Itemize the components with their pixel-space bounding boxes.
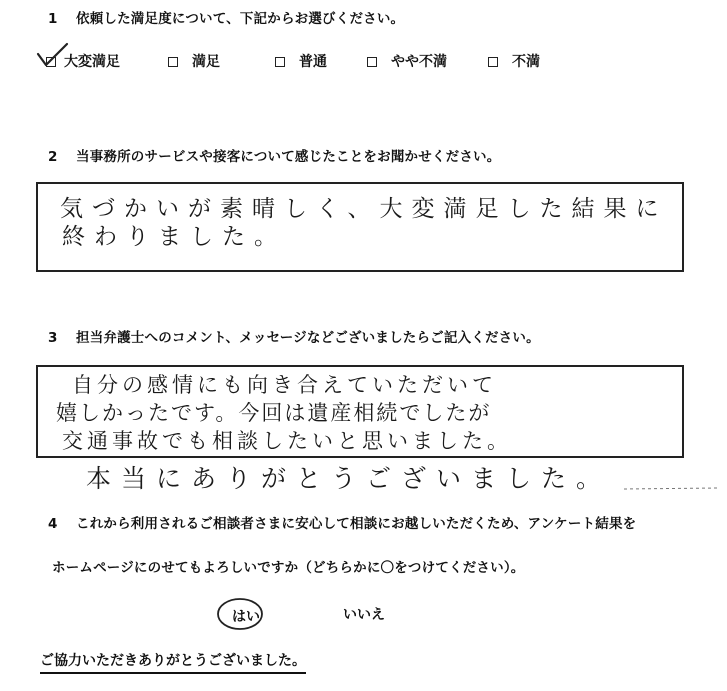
- option-satisfied[interactable]: [168, 51, 220, 71]
- option-normal-checkbox[interactable]: [275, 57, 285, 67]
- option-label: 大変満足: [64, 54, 120, 70]
- answer-extra-line: 本当にありがとうございました。: [86, 464, 612, 493]
- question-4-line2: [52, 556, 524, 576]
- option-label: 満足: [192, 54, 220, 70]
- option-very-satisfied[interactable]: [46, 51, 120, 71]
- answer-line: 終わりました。: [62, 224, 286, 250]
- option-satisfied-checkbox[interactable]: [168, 57, 178, 67]
- question-2-number: 2: [48, 149, 58, 165]
- option-normal[interactable]: [275, 51, 327, 71]
- option-label: 普通: [299, 54, 327, 70]
- question-4-text-line1: これから利用されるご相談者さまに安心して相談にお越しいただくため、アンケート結果を: [76, 516, 637, 532]
- answer-line: 自分の感情にも向き合えていただいて: [72, 373, 497, 397]
- question-4-text-line2: ホームページにのせてもよろしいですか（どちらかに〇をつけてください）。: [52, 560, 525, 576]
- answer-line: 気づかいが素晴しく、大変満足した結果に: [60, 196, 668, 222]
- question-4: [48, 512, 636, 532]
- answer-line: 交通事故でも相談したいと思いました。: [62, 429, 512, 453]
- option-slightly-dissatisfied[interactable]: [367, 51, 447, 71]
- option-no[interactable]: いいえ: [343, 607, 385, 623]
- question-1-number: 1: [48, 11, 58, 27]
- question-1: [48, 7, 404, 27]
- question-3-number: 3: [48, 330, 58, 346]
- option-yes[interactable]: はい: [232, 609, 260, 625]
- question-4-number: 4: [48, 516, 58, 532]
- question-3-text: 担当弁護士へのコメント、メッセージなどございましたらご記入ください。: [76, 330, 540, 346]
- option-very-satisfied-checkbox[interactable]: [46, 57, 56, 67]
- question-1-text: 依頼した満足度について、下記からお選びください。: [76, 11, 405, 27]
- question-2-text: 当事務所のサービスや接客について感じたことをお聞かせください。: [76, 149, 501, 165]
- answer-line: 嬉しかったです。今回は遺産相続でしたが: [56, 401, 492, 425]
- option-dissatisfied-checkbox[interactable]: [488, 57, 498, 67]
- question-3: [48, 326, 540, 346]
- option-label: やや不満: [391, 54, 447, 70]
- option-dissatisfied[interactable]: [488, 51, 540, 71]
- option-label: 不満: [512, 54, 540, 70]
- question-2: [48, 145, 500, 165]
- trailing-dashes: [620, 478, 720, 498]
- question-2-answer-box[interactable]: [36, 182, 684, 272]
- question-3-answer-box[interactable]: [36, 365, 684, 458]
- closing-message: ご協力いただきありがとうございました。: [40, 650, 306, 674]
- option-slightly-dissatisfied-checkbox[interactable]: [367, 57, 377, 67]
